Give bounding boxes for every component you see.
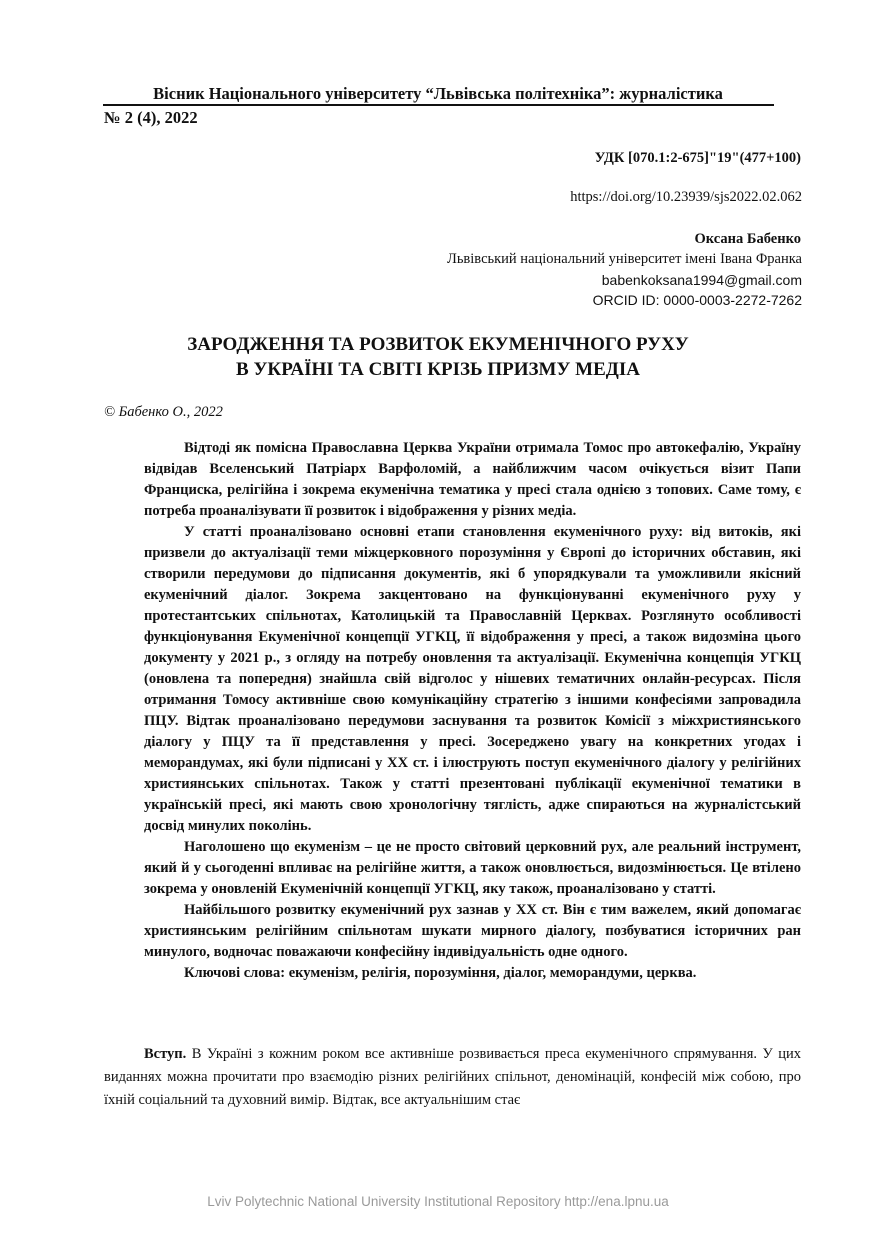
repository-footer: Lviv Polytechnic National University Institutional Repository http://ena.lpnu.ua — [207, 1194, 669, 1209]
udc-code: УДК [070.1:2-675]"19"(477+100) — [594, 150, 801, 166]
abstract-paragraph: У статті проаналізовано основні етапи становлення екуменічного руху: від витоків, які призвели до актуалізації теми міжцерковного порозуміння у Європі до історичних обставин, які створили передумови до підписання документів, які б упорядкували та уможливили якісний екуменічний діалог. Зокрема закцентовано на функціонуванні екуменічного руху у протестантських спільнотах, Католицькій та Православній Церквах. Розглянуто особливості функціонування Екуменічної концепції УГКЦ, її відображення у пресі, а також видозміна цього документу у 2021 р., з огляду на потребу оновлення та актуалізації. Екуменічна концепція УГКЦ (оновлена та попередня) знайшла свій відголос у нішевих тематичних онлайн-ресурсах. Після отримання Томосу активніше свою комунікаційну стратегію з іншими конфесіями запровадила ПЦУ. Відтак проаналізовано передумови заснування та розвиток Комісії з міжхристиянського діалогу у ПЦУ та її представлення у пресі. Зосереджено увагу на конкретних угодах і меморандумах, які були підписані у XX ст. і ілюструють поступ екуменічного діалогу у релігійних християнських спільнотах. Також у статті презентовані публікації екуменічної тематики в українській пресі, які мають свою хронологічну тяглість, адже спираються на журналістський досвід минулих поколінь. — [144, 524, 801, 834]
copyright-notice: © Бабенко О., 2022 — [104, 404, 223, 420]
article-title-line-2: В УКРАЇНІ ТА СВІТІ КРІЗЬ ПРИЗМУ МЕДІА — [236, 359, 640, 380]
journal-title: Вісник Національного університету “Львівська політехніка”: журналістика — [153, 84, 723, 103]
article-title-line-1: ЗАРОДЖЕННЯ ТА РОЗВИТОК ЕКУМЕНІЧНОГО РУХУ — [187, 334, 689, 355]
author-name: Оксана Бабенко — [694, 231, 801, 247]
introduction-text: В Україні з кожним роком все активніше розвивається преса екуменічного спрямування. У цих виданнях можна прочитати про взаємодію різних релігійних спільнот, деномінацій, конфесій між собою, про їхній соціальний та духовний вимір. Відтак, все актуальнішим стає — [104, 1046, 801, 1108]
author-affiliation: Львівський національний університет імені Івана Франка — [446, 251, 802, 267]
author-orcid: ORCID ID: 0000-0003-2272-7262 — [592, 292, 802, 308]
abstract — [144, 438, 801, 984]
article-title — [0, 332, 876, 382]
keywords: Ключові слова: екуменізм, релігія, порозуміння, діалог, меморандуми, церква. — [184, 965, 697, 981]
abstract-paragraph: Відтоді як помісна Православна Церква України отримала Томос про автокефалію, Україну відвідав Вселенський Патріарх Варфоломій, а найближчим часом очікується візит Папи Франциска, релігійна і зокрема екуменічна тематика у пресі стала однією з топових. Саме тому, є потреба проаналізувати її розвиток і відображення у різних медіа. — [144, 440, 801, 519]
introduction-paragraph — [104, 1043, 801, 1112]
author-email[interactable]: babenkoksana1994@gmail.com — [601, 272, 802, 288]
abstract-paragraph: Найбільшого розвитку екуменічний рух зазнав у XX ст. Він є тим важелем, який допомагає християнським релігійним спільнотам шукати мирного діалогу, позбуватися історичних ран минулого, водночас поважаючи конфесійну індивідуальність одне одного. — [144, 902, 801, 960]
issue-number: № 2 (4), 2022 — [104, 108, 198, 127]
introduction-lead: Вступ. — [144, 1046, 187, 1062]
doi-link[interactable]: https://doi.org/10.23939/sjs2022.02.062 — [570, 189, 802, 205]
header-rule — [103, 104, 774, 106]
introduction — [104, 1043, 801, 1112]
abstract-paragraph: Наголошено що екуменізм – це не просто світовий церковний рух, але реальний інструмент, який й у сьогоденні впливає на релігійне життя, а також оновлюється, видозмінюється. Це втілено зокрема у оновленій Екуменічній концепції УГКЦ, яку також, проаналізовано у статті. — [144, 839, 801, 897]
